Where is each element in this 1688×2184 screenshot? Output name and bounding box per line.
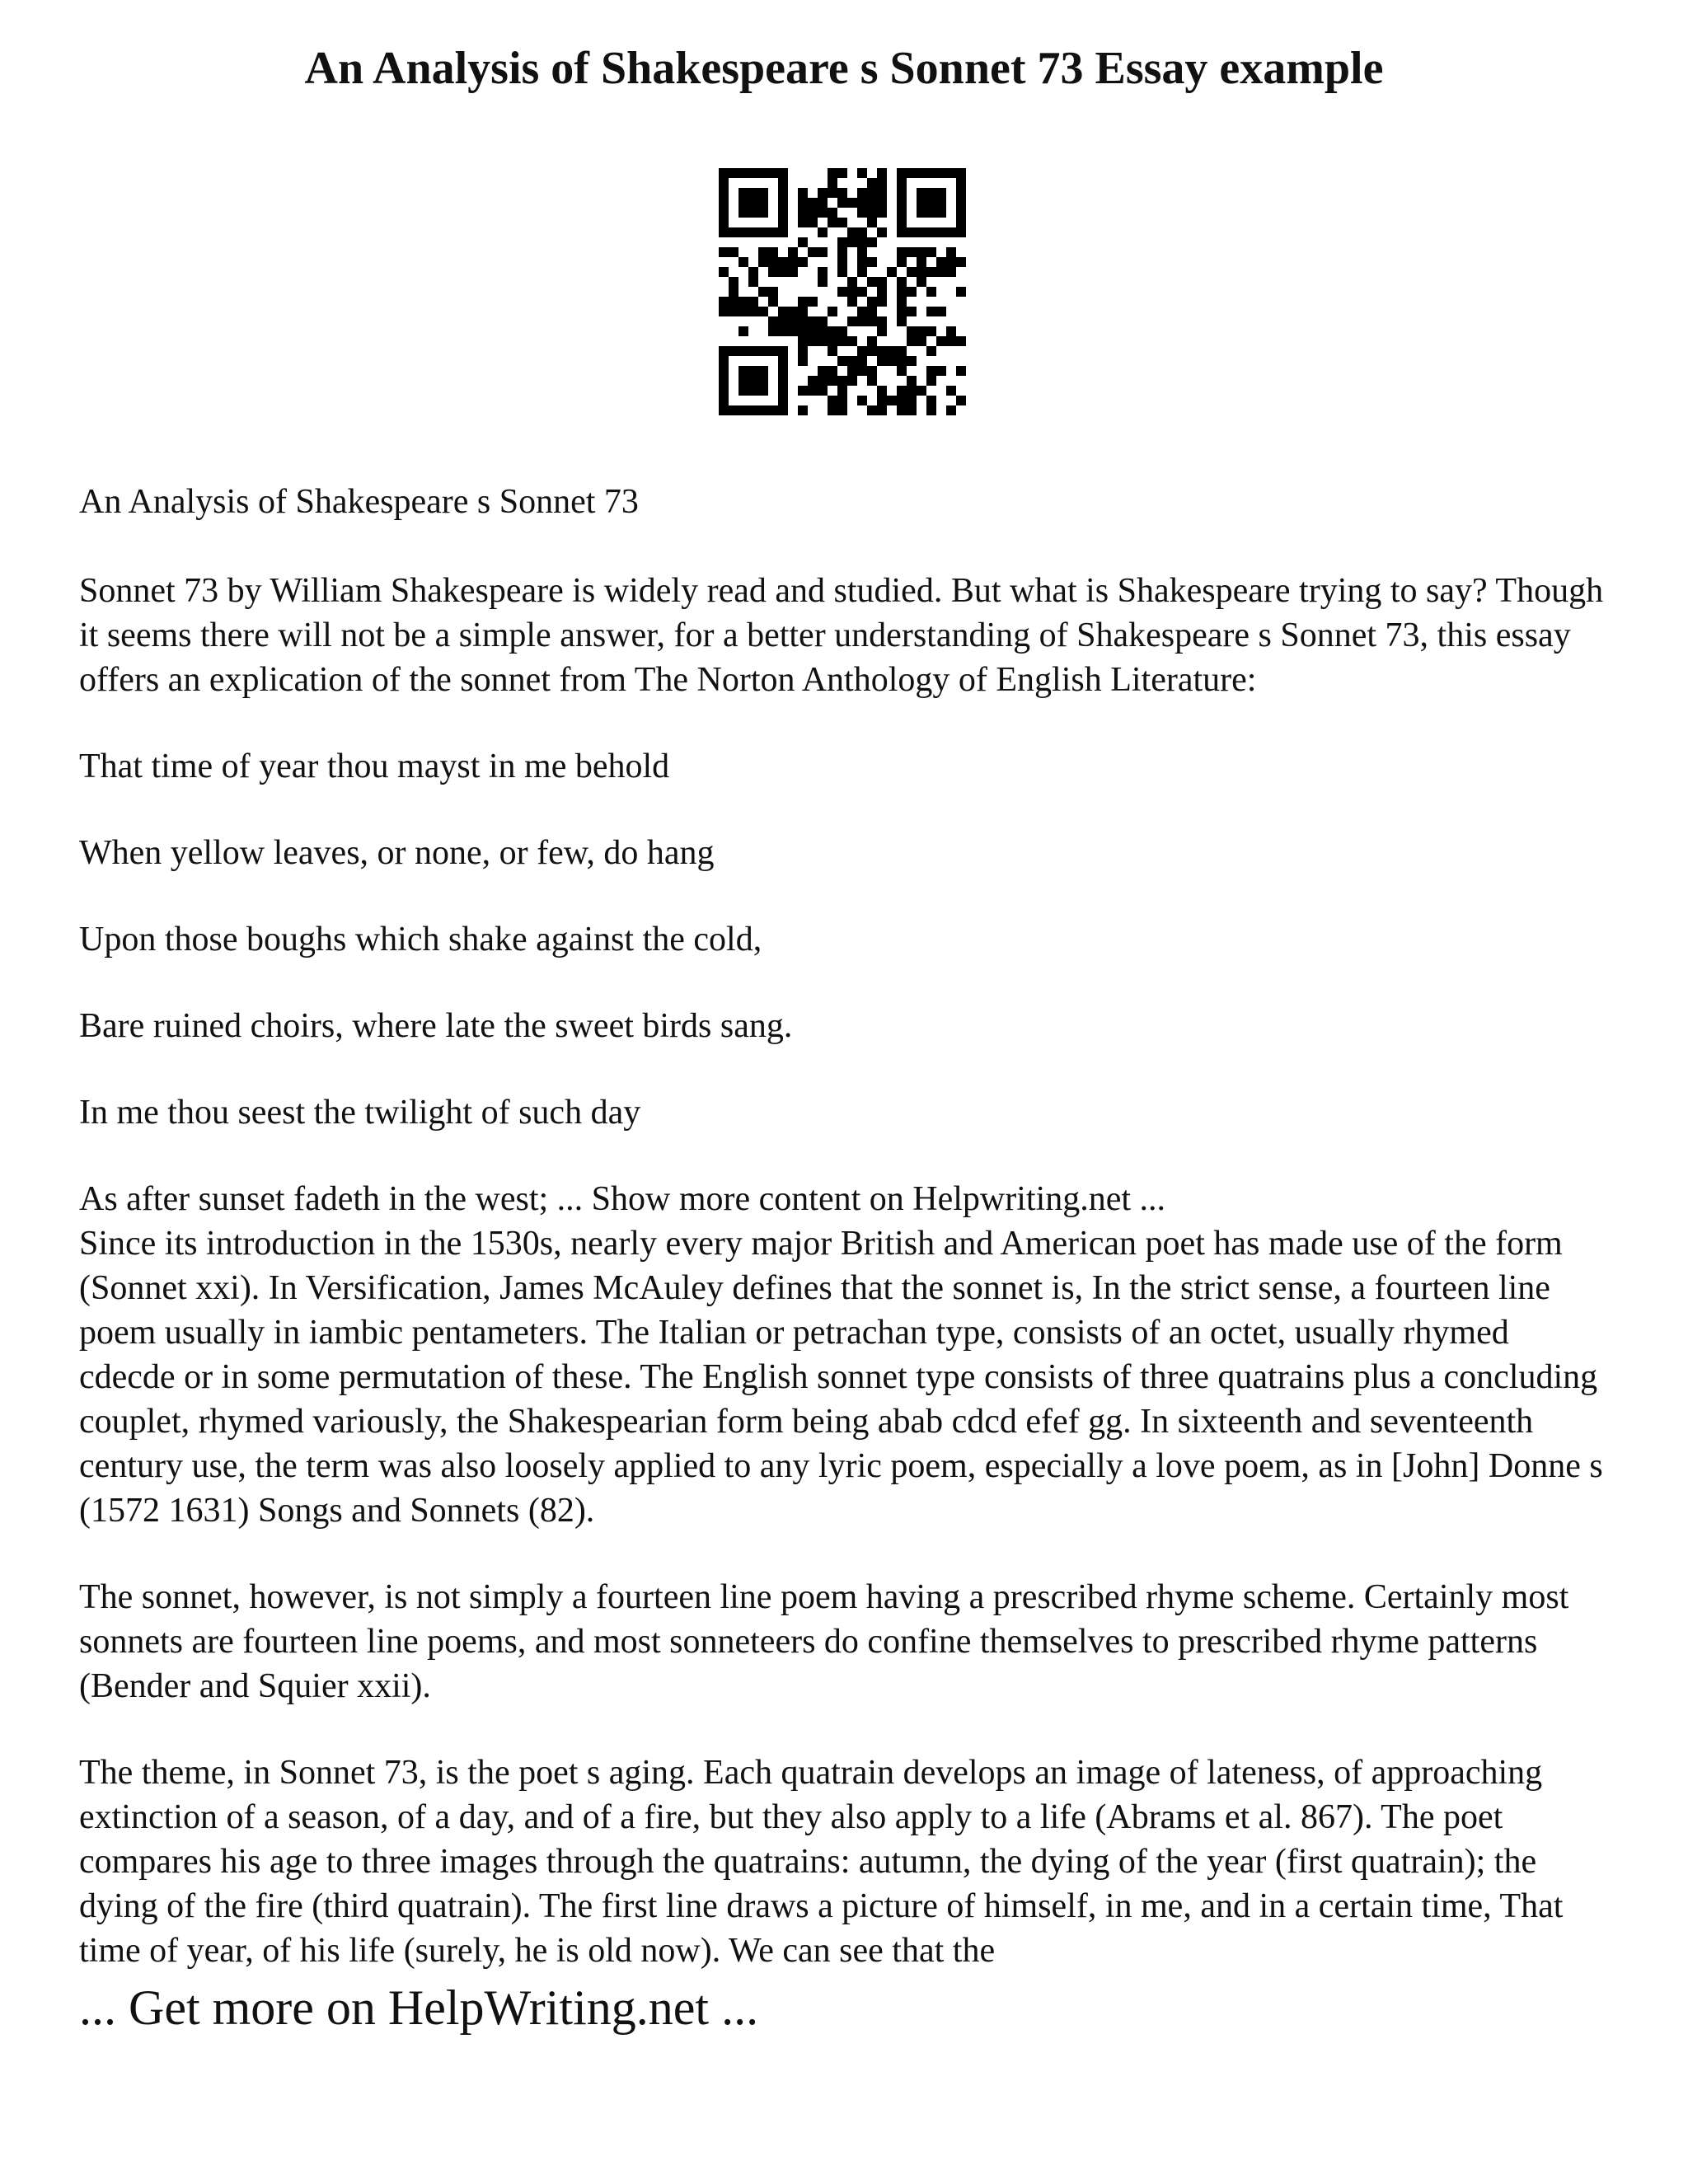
poem-line-show-more: As after sunset fadeth in the west; ... Show more content on Helpwriting.net ...: [79, 1180, 1166, 1218]
poem-line: When yellow leaves, or none, or few, do hang: [79, 834, 715, 872]
poem-line: Upon those boughs which shake against the cold,: [79, 921, 762, 958]
poem-line: Bare ruined choirs, where late the sweet birds sang.: [79, 1007, 793, 1045]
get-more-link[interactable]: ... Get more on HelpWriting.net ...: [79, 1980, 759, 2035]
poem-line: In me thou seest the twilight of such day: [79, 1094, 641, 1132]
poem-line: That time of year thou mayst in me behold: [79, 748, 670, 785]
body-paragraph: The sonnet, however, is not simply a fourteen line poem having a prescribed rhyme scheme. Certainly most sonnets are fourteen line poems, and most sonneteers do confine themselves to prescribed rhyme patterns (Bender and Squier xxii).: [79, 1578, 1569, 1705]
essay-body: [79, 480, 1612, 1973]
intro-paragraph: Sonnet 73 by William Shakespeare is widely read and studied. But what is Shakespeare trying to say? Though it seems there will not be a simple answer, for a better understanding of Shakespeare s Sonnet 73, this essay offers an explication of the sonnet from The Norton Anthology of English Literature:: [79, 572, 1604, 699]
essay-subtitle: An Analysis of Shakespeare s Sonnet 73: [79, 483, 639, 521]
page-title: An Analysis of Shakespeare s Sonnet 73 Essay example: [304, 43, 1384, 94]
body-paragraph: Since its introduction in the 1530s, nearly every major British and American poet has made use of the form (Sonnet xxi). In Versification, James McAuley defines that the sonnet is, In the strict sense, a fourteen line poem usually in iambic pentameters. The Italian or petrachan type, consists of an octet, usually rhymed cdecde or in some permutation of these. The English sonnet type consists of three quatrains plus a concluding couplet, rhymed variously, the Shakespearian form being abab cdcd efef gg. In sixteenth and seventeenth century use, the term was also loosely applied to any lyric poem, especially a love poem, as in [John] Donne s (1572 1631) Songs and Sonnets (82).: [79, 1225, 1603, 1530]
body-paragraph: The theme, in Sonnet 73, is the poet s aging. Each quatrain develops an image of lateness, of approaching extinction of a season, of a day, and of a fire, but they also apply to a life (Abrams et al. 867). The poet compares his age to three images through the quatrains: autumn, the dying of the year (first quatrain); the dying of the fire (third quatrain). The first line draws a picture of himself, in me, and in a certain time, That time of year, of his life (surely, he is old now). We can see that the: [79, 1754, 1564, 1970]
qr-code: [719, 168, 966, 415]
